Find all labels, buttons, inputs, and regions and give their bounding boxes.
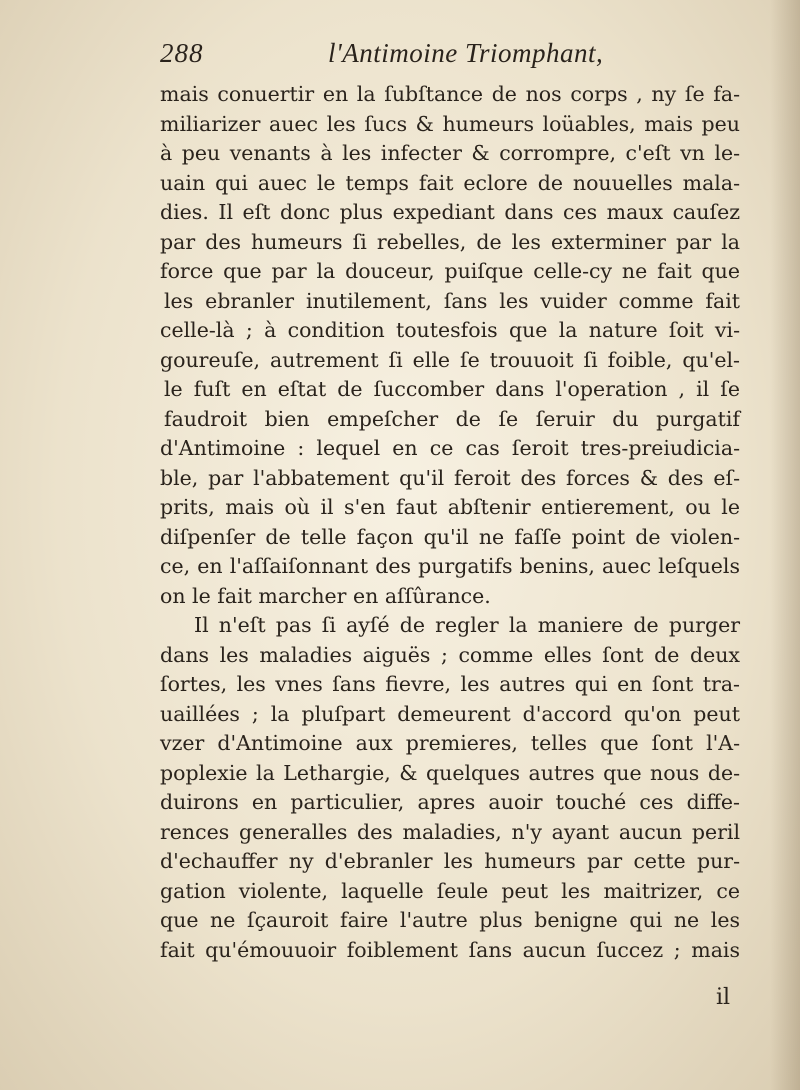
page-number: 288 bbox=[160, 38, 204, 68]
text-line: les ebranler inutilement, ſans les vuider comme fait bbox=[164, 288, 740, 313]
text-line: prits, mais où il s'en faut abſtenir entierement, ou le bbox=[160, 495, 740, 519]
page-header bbox=[160, 38, 720, 78]
text-line: on le fait marcher en aſſûrance. bbox=[160, 583, 491, 608]
text-line: ce, en l'aſſaiſonnant des purgatifs benins, auec leſquels bbox=[160, 554, 740, 578]
text-line: faudroit bien empeſcher de ſe ſeruir du purgatif bbox=[164, 406, 740, 431]
text-line: d'echauffer ny d'ebranler les humeurs par cette pur- bbox=[160, 849, 740, 873]
catchword: il bbox=[716, 985, 731, 1010]
running-title: l'Antimoine Triomphant, bbox=[328, 38, 604, 68]
text-line: duirons en particulier, apres auoir touché ces diffe- bbox=[160, 790, 740, 814]
text-line: par des humeurs ſi rebelles, de les exterminer par la bbox=[160, 229, 740, 254]
body-text bbox=[160, 80, 740, 965]
text-line: poplexie la Lethargie, & quelques autres que nous de- bbox=[160, 760, 740, 785]
text-line: dies. Il eſt donc plus expediant dans ces maux cauſez bbox=[160, 200, 740, 224]
text-line: dans les maladies aiguës ; comme elles ſont de deux bbox=[160, 642, 740, 667]
page-edge-shadow bbox=[770, 0, 800, 1090]
text-line: diſpenſer de telle façon qu'il ne faſſe point de violen- bbox=[160, 524, 740, 549]
text-line: mais conuertir en la ſubſtance de nos corps , ny ſe fa- bbox=[160, 82, 740, 106]
text-line: ſortes, les vnes ſans fievre, les autres qui en ſont tra- bbox=[160, 672, 740, 696]
paragraph-start-line: Il n'eſt pas ſi ayſé de regler la maniere de purger bbox=[194, 613, 740, 637]
text-line: uain qui auec le temps fait eclore de nouuelles mala- bbox=[160, 170, 740, 195]
text-line: gation violente, laquelle ſeule peut les maitrizer, ce bbox=[160, 878, 740, 903]
text-line: que ne ſçauroit faire l'autre plus benigne qui ne les bbox=[160, 908, 740, 932]
text-line: celle-là ; à condition toutesfois que la nature ſoit vi- bbox=[160, 318, 740, 342]
text-line: ble, par l'abbatement qu'il feroit des forces & des eſ- bbox=[160, 465, 740, 490]
text-line: rences generalles des maladies, n'y ayant aucun peril bbox=[160, 819, 740, 844]
text-line: d'Antimoine : lequel en ce cas ſeroit tres-preiudicia- bbox=[160, 436, 740, 460]
text-line: goureuſe, autrement ſi elle ſe trouuoit ſi foible, qu'el- bbox=[160, 347, 740, 372]
text-line: fait qu'émouuoir foiblement ſans aucun ſuccez ; mais bbox=[160, 937, 740, 962]
text-line: vzer d'Antimoine aux premieres, telles que ſont l'A- bbox=[160, 731, 740, 755]
text-line: miliarizer auec les ſucs & humeurs loüables, mais peu bbox=[160, 111, 740, 136]
text-line: force que par la douceur, puiſque celle-cy ne fait que bbox=[160, 259, 740, 283]
text-line: uaillées ; la pluſpart demeurent d'accord qu'on peut bbox=[160, 701, 740, 726]
text-line: à peu venants à les infecter & corrompre, c'eſt vn le- bbox=[160, 141, 740, 165]
text-line: le fuſt en eſtat de ſuccomber dans l'operation , il ſe bbox=[164, 377, 740, 401]
